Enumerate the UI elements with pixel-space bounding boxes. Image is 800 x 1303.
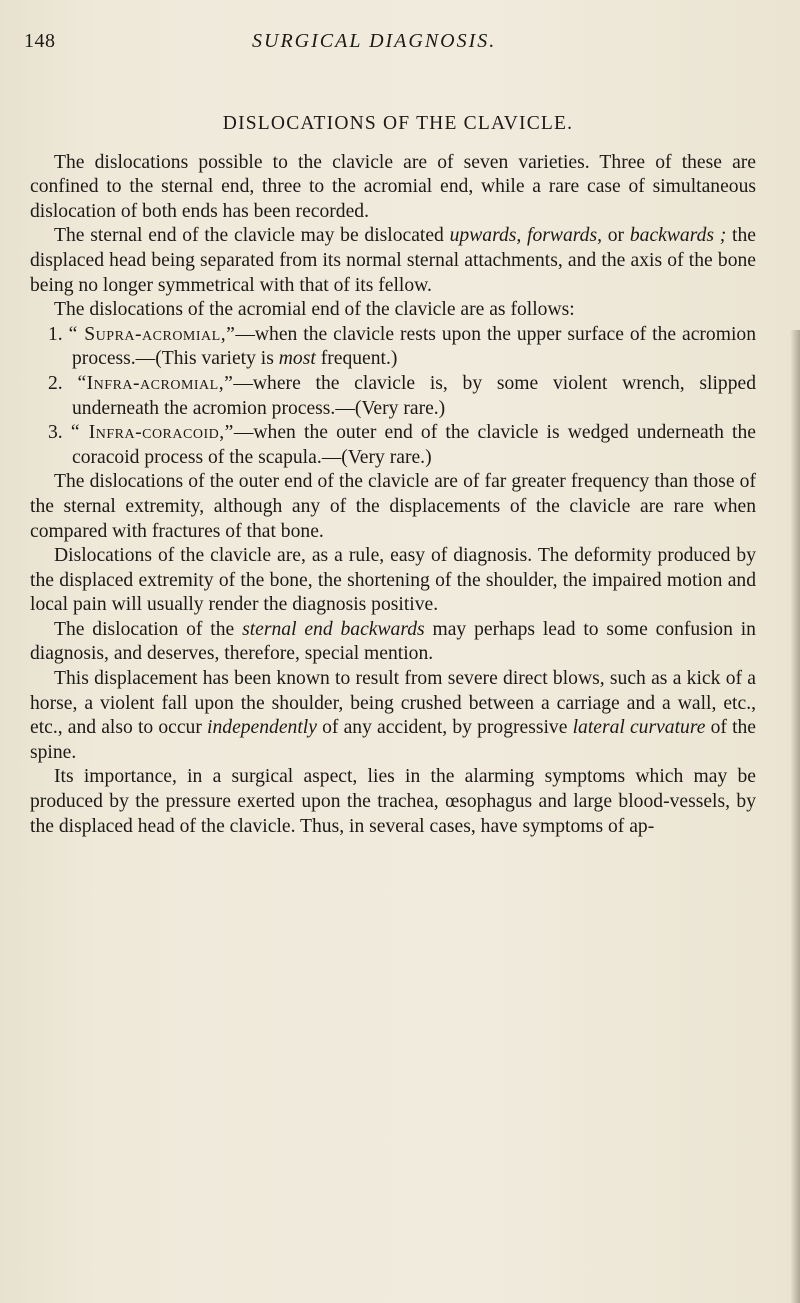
paragraph: This displacement has been known to result from severe direct blows, such as a kick of a horse, a violent fall upon the shoulder, being crushed between a carriage and a wall, etc., etc., and also to occur independently of any accident, by progressive lateral curvature of the spine.: [30, 668, 757, 763]
emphasis: sternal end backwards: [242, 618, 425, 640]
paragraph: The dislocation of the sternal end backwards may perhaps lead to some confusion in diagnosis, and deserves, therefore, special mention.: [30, 618, 756, 665]
list-number: 1.: [48, 323, 63, 345]
list-number: 2.: [48, 372, 63, 394]
list-item: 1. “ Supra-acromial,”—when the clavicle rests upon the upper surface of the acromion process.—(This variety is most frequent.): [48, 323, 756, 370]
emphasis: most: [278, 348, 316, 370]
paragraph: The dislocations possible to the clavicle are of seven varieties. Three of these are confined to the sternal end, three to the acromial end, while a rare case of simultaneous dislocation of both ends has been recorded.: [30, 151, 756, 222]
body-text: [30, 112, 756, 839]
paragraph: The sternal end of the clavicle may be dislocated upwards, forwards, or backwards ; the displaced head being separated from its normal sternal attachments, and the axis of the bone being no longer symmetrical with that of its fellow.: [30, 225, 756, 296]
emphasis: upwards, forwards,: [449, 225, 602, 247]
paragraph: Dislocations of the clavicle are, as a rule, easy of diagnosis. The deformity produced by the displaced extremity of the bone, the shortening of the shoulder, the impaired motion and local pain will usually render the diagnosis positive.: [30, 545, 756, 616]
dislocation-name: “ Supra-acromial,”: [68, 323, 236, 345]
page-edge-shadow: [790, 330, 800, 1303]
emphasis: lateral curvature: [572, 717, 706, 739]
paragraph: The dislocations of the outer end of the clavicle are of far greater frequency than those of the sternal extremity, although any of the displacements of the clavicle are rare when compared with fractures of that bone.: [30, 471, 756, 542]
running-head: [24, 30, 754, 60]
list-item: 3. “ Infra-coracoid,”—when the outer end of the clavicle is wedged underneath the coracoid process of the scapula.—(Very rare.): [48, 422, 756, 468]
paragraph: Its importance, in a surgical aspect, lies in the alarming symptoms which may be produced by the pressure exerted upon the trachea, œsophagus and large blood-vessels, by the displaced head of the clavicle. Thus, in several cases, have symptoms of ap-: [30, 766, 756, 837]
list-number: 3.: [48, 422, 63, 444]
emphasis: independently: [207, 717, 317, 739]
list-item: 2. “Infra-acromial,”—where the clavicle is, by some violent wrench, slipped underneath the acromion process.—(Very rare.): [48, 372, 757, 419]
dislocation-name: “ Infra-coracoid,”: [70, 422, 234, 444]
page-number: 148: [24, 30, 56, 52]
running-title: SURGICAL DIAGNOSIS.: [252, 30, 497, 52]
paragraph: The dislocations of the acromial end of the clavicle are as follows:: [54, 299, 575, 321]
dislocation-name: “Infra-acromial,”: [77, 372, 234, 394]
emphasis: backwards ;: [629, 225, 727, 247]
section-heading: DISLOCATIONS OF THE CLAVICLE.: [222, 113, 574, 134]
